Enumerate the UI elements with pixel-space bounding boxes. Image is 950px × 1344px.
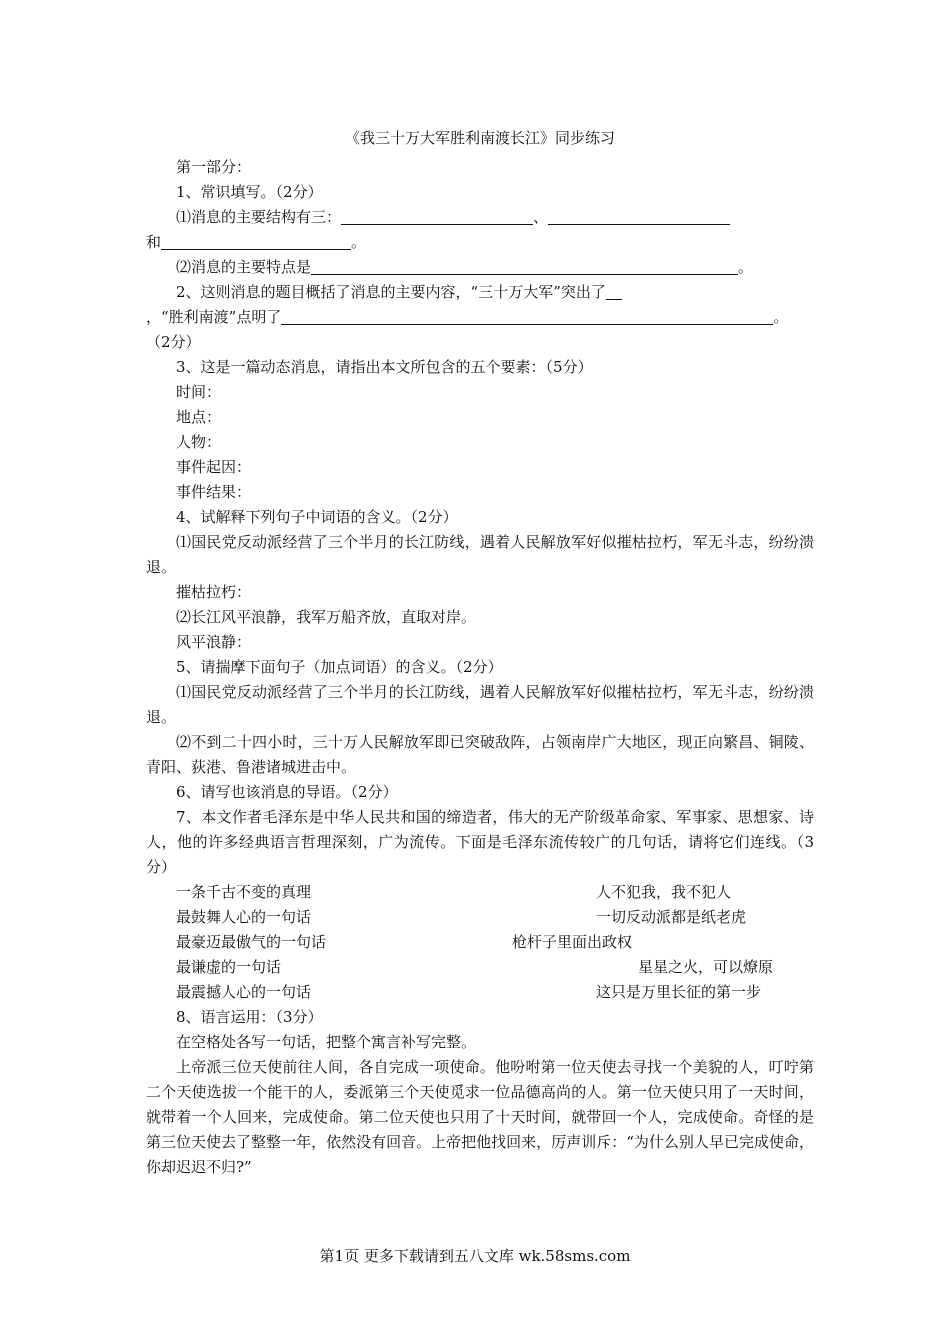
matching-right[interactable]: 一切反动派都是纸老虎 [596, 908, 747, 926]
q1-sep: 、 [533, 208, 549, 226]
page-footer: 第1页 更多下载请到五八文库 wk.58sms.com [319, 1247, 631, 1265]
matching-left[interactable]: 一条千古不变的真理 [176, 883, 312, 901]
answer-blank[interactable] [341, 208, 533, 225]
q4-sentence-1: ⑴国民党反动派经营了三个半月的长江防线，遇着人民解放军好似摧枯拉朽，军无斗志，纷纷溃退。 [146, 533, 814, 576]
q6-heading: 6、请写也该消息的导语。（2分） [176, 783, 398, 801]
matching-left[interactable]: 最震撼人心的一句话 [176, 983, 312, 1001]
answer-blank[interactable] [606, 283, 622, 300]
q1-heading: 1、常识填写。（2分） [176, 183, 323, 201]
q3-item: 地点： [176, 408, 222, 426]
q2-line1 [146, 280, 814, 305]
q5-sentence-1: ⑴国民党反动派经营了三个半月的长江防线，遇着人民解放军好似摧枯拉朽，军无斗志，纷纷溃退。 [146, 683, 814, 726]
q4-word-2: 风平浪静： [176, 633, 252, 651]
q1-period: 。 [738, 258, 754, 276]
matching-row [146, 880, 814, 905]
matching-right[interactable]: 星星之火，可以燎原 [638, 958, 774, 976]
matching-left[interactable]: 最谦虚的一句话 [176, 958, 282, 976]
q1-period: 。 [351, 233, 367, 251]
q3-item: 时间： [176, 383, 222, 401]
page-title: 《我三十万大军胜利南渡长江》同步练习 [344, 129, 615, 147]
q2-period: 。 [773, 308, 789, 326]
answer-blank[interactable] [281, 308, 773, 325]
matching-left[interactable]: 最鼓舞人心的一句话 [176, 908, 312, 926]
matching-pairs [146, 880, 814, 1005]
matching-row [146, 930, 814, 955]
q1-line1 [146, 205, 814, 230]
answer-blank[interactable] [548, 208, 730, 225]
q2-text: 2、这则消息的题目概括了消息的主要内容，“三十万大军”突出了 [176, 283, 606, 301]
answer-blank[interactable] [311, 258, 738, 275]
q8-story: 上帝派三位天使前往人间，各自完成一项使命。他吩咐第一位天使去寻找一个美貌的人，叮咛第二个天使选拔一个能干的人，委派第三个天使觅求一位品德高尚的人。第一位天使只用了一天时间，就带着一个人回来，完成使命。第二位天使也只用了十天时间，就带回一个人，完成使命。奇怪的是第三位天使去了整整一年，依然没有回音。上帝把他找回来，厉声训斥：“为什么别人早已完成使命，你却迟迟不归?” [146, 1058, 814, 1176]
q3-heading: 3、这是一篇动态消息，请指出本文所包含的五个要素：（5分） [176, 358, 593, 376]
q5-sentence-2: ⑵不到二十四小时，三十万人民解放军即已突破敌阵，占领南岸广大地区，现正向繁昌、铜陵、青阳、荻港、鲁港诸城进击中。 [146, 733, 814, 776]
matching-right[interactable]: 这只是万里长征的第一步 [596, 983, 762, 1001]
q1-and: 和 [146, 233, 162, 251]
q2-text-2: ，“胜利南渡”点明了 [146, 308, 282, 326]
q4-heading: 4、试解释下列句子中词语的含义。（2分） [176, 508, 458, 526]
q1-line3 [146, 255, 814, 280]
q3-item: 人物： [176, 433, 222, 451]
matching-row [146, 905, 814, 930]
matching-right[interactable]: 人不犯我，我不犯人 [596, 883, 732, 901]
answer-blank[interactable] [161, 233, 351, 250]
q3-item: 事件结果： [176, 483, 252, 501]
matching-left[interactable]: 最豪迈最傲气的一句话 [176, 933, 327, 951]
q8-instruction: 在空格处各写一句话，把整个寓言补写完整。 [176, 1033, 477, 1051]
q8-heading: 8、语言运用：（3分） [176, 1008, 323, 1026]
matching-right[interactable]: 枪杆子里面出政权 [512, 933, 633, 951]
q3-item: 事件起因： [176, 458, 252, 476]
q5-heading: 5、请揣摩下面句子（加点词语）的含义。（2分） [176, 658, 503, 676]
q4-sentence-2: ⑵长江风平浪静，我军万船齐放，直取对岸。 [176, 608, 477, 626]
worksheet [146, 126, 814, 1180]
q1-s1-text: ⑴消息的主要结构有三： [176, 208, 342, 226]
q4-word-1: 摧枯拉朽： [176, 583, 252, 601]
q2-score: （2分） [146, 333, 201, 351]
q1-line2 [146, 230, 814, 255]
q7-text: 7、本文作者毛泽东是中华人民共和国的缔造者，伟大的无产阶级革命家、军事家、思想家、诗人，他的许多经典语言哲理深刻，广为流传。下面是毛泽东流传较广的几句话，请将它们连线。（3分） [146, 808, 814, 876]
part-heading: 第一部分： [176, 158, 252, 176]
matching-row [146, 980, 814, 1005]
q1-s2-text: ⑵消息的主要特点是 [176, 258, 312, 276]
q2-line2 [146, 305, 814, 330]
matching-row [146, 955, 814, 980]
